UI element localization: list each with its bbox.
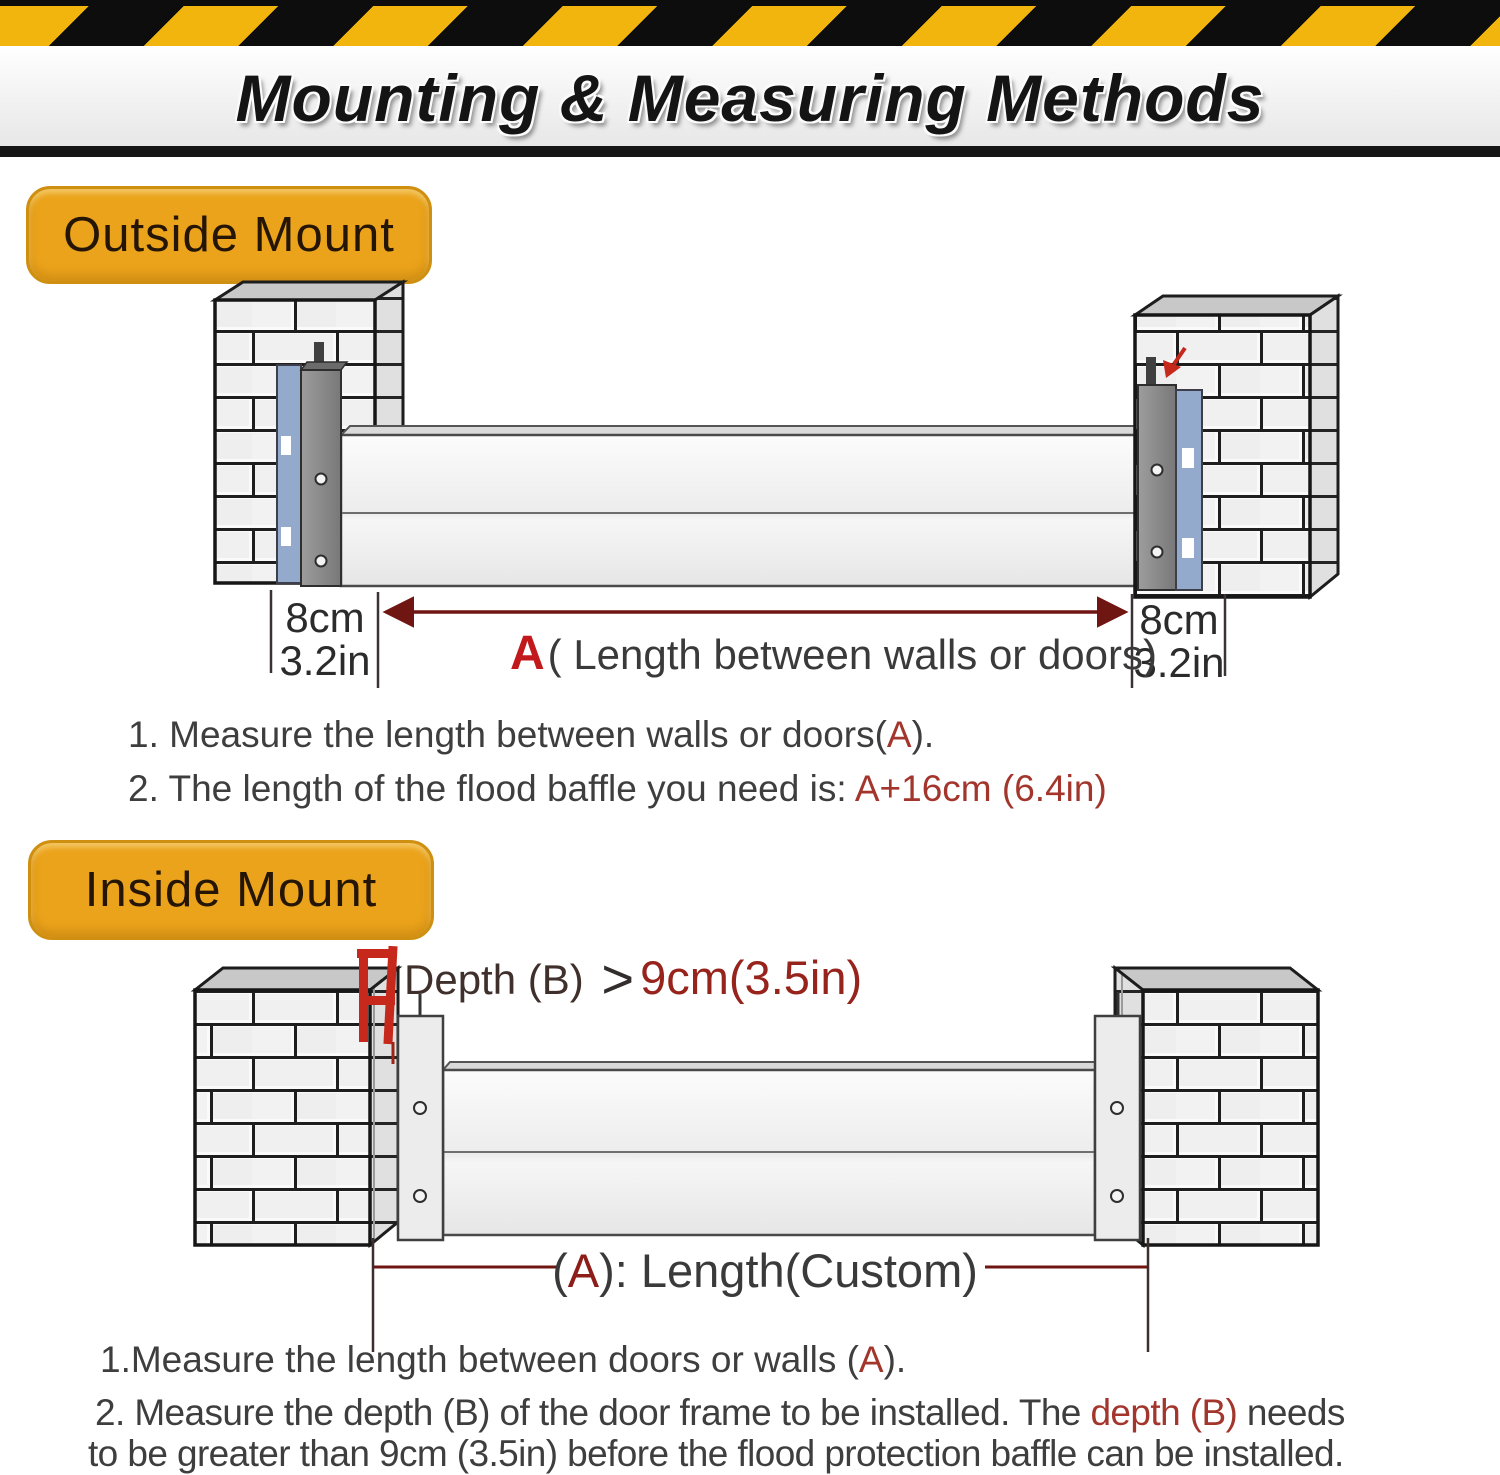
text-segment: ). bbox=[883, 1339, 907, 1380]
dim-left-in: 3.2in bbox=[279, 637, 371, 684]
text-segment: ). bbox=[911, 714, 935, 755]
length-a-letter: A bbox=[510, 627, 545, 680]
dim-right-in: 3.2in bbox=[1133, 639, 1225, 686]
text-segment: ( bbox=[552, 1244, 568, 1297]
length-a-label bbox=[510, 626, 1157, 681]
text-segment: 1. Measure the length between walls or doors( bbox=[128, 714, 887, 755]
inside-step-2-continued: to be greater than 9cm (3.5in) before the flood protection baffle can be installed. bbox=[88, 1433, 1344, 1474]
text-segment: 1.Measure the length between doors or walls ( bbox=[100, 1339, 859, 1380]
right-wall-pillar bbox=[1115, 968, 1318, 1245]
title-underline-bar bbox=[0, 146, 1500, 157]
dim-left-cm: 8cm bbox=[285, 594, 365, 641]
greater-than-sign: > bbox=[601, 947, 635, 1010]
text-segment: ): Length(Custom) bbox=[599, 1244, 978, 1297]
text-segment: needs bbox=[1237, 1392, 1345, 1433]
outside-mount-badge-label: Outside Mount bbox=[63, 208, 395, 262]
left-channel-bracket bbox=[398, 994, 443, 1240]
left-mount-bracket bbox=[301, 342, 347, 586]
text-segment: 2. The length of the flood baffle you need is: bbox=[128, 768, 855, 809]
inside-mount-badge-label: Inside Mount bbox=[84, 863, 378, 917]
length-a-text: ( Length between walls or doors) bbox=[547, 631, 1157, 678]
depth-b-label bbox=[404, 946, 862, 1011]
right-channel-bracket bbox=[1095, 992, 1140, 1240]
top-border-line bbox=[0, 0, 1500, 6]
dim-right-cm: 8cm bbox=[1139, 596, 1219, 643]
inside-mount-badge bbox=[28, 840, 434, 940]
outside-step-2 bbox=[128, 768, 1107, 810]
hazard-stripe-banner bbox=[0, 0, 1500, 46]
flood-barrier bbox=[341, 426, 1146, 586]
flood-barrier bbox=[443, 1062, 1102, 1235]
inside-step-2 bbox=[95, 1392, 1345, 1434]
inside-step-1 bbox=[100, 1339, 906, 1381]
red-highlight: A+16cm (6.4in) bbox=[854, 768, 1107, 809]
title-band bbox=[0, 46, 1500, 146]
red-highlight: depth (B) bbox=[1090, 1392, 1238, 1433]
red-highlight: A bbox=[567, 1244, 600, 1297]
left-seal-strip bbox=[277, 365, 301, 583]
red-highlight: 9cm(3.5in) bbox=[640, 951, 863, 1004]
red-highlight: A bbox=[858, 1339, 884, 1380]
right-seal-strip bbox=[1176, 390, 1202, 590]
outside-step-1 bbox=[128, 714, 934, 756]
text-segment: Depth (B) bbox=[404, 956, 596, 1003]
red-highlight: A bbox=[886, 714, 912, 755]
length-custom-label bbox=[540, 1243, 990, 1298]
right-mount-bracket bbox=[1138, 357, 1176, 590]
text-segment: 2. Measure the depth (B) of the door frame to be installed. The bbox=[95, 1392, 1091, 1433]
page-title: Mounting & Measuring Methods bbox=[235, 61, 1265, 135]
